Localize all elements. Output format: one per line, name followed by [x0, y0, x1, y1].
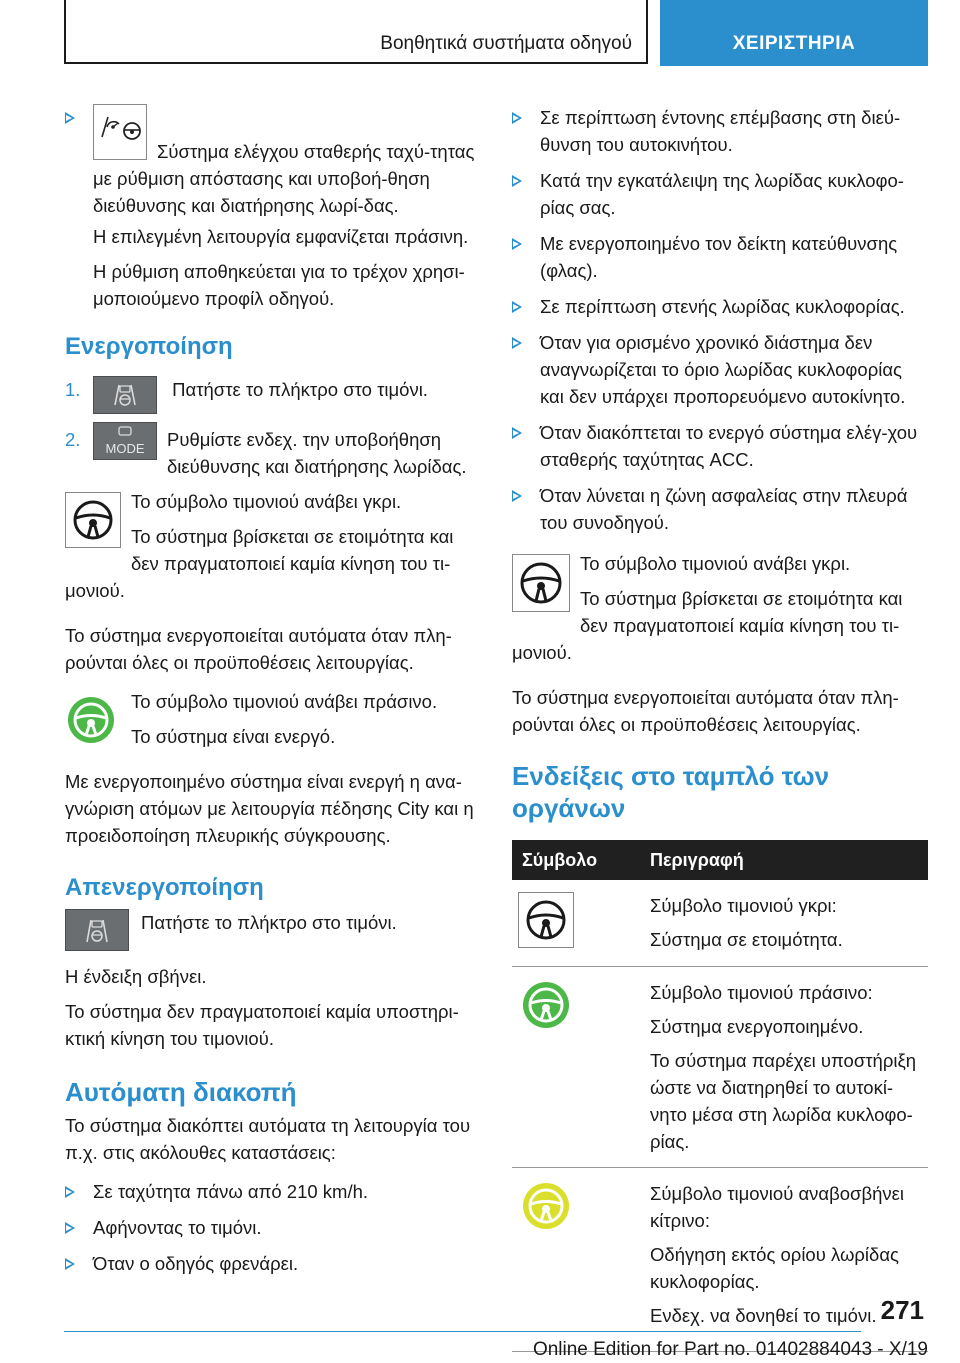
- mode-label: MODE: [105, 441, 145, 456]
- table-row: [512, 1168, 928, 1352]
- step-number: 1.: [65, 379, 81, 400]
- steering-wheel-grey-icon: [65, 492, 121, 548]
- page-number: 271: [880, 1295, 924, 1325]
- steering-wheel-button-icon: [65, 909, 129, 951]
- list-item-text: Όταν διακόπτεται το ενεργό σύστημα ελέγ-χου σταθερής ταχύτητας ACC.: [540, 422, 918, 470]
- paragraph: Το σύστημα ενεργοποιείται αυτόματα όταν πλη-ρούνται όλες οι προϋποθέσεις λειτουργίας.: [512, 687, 899, 735]
- paragraph: Το σύμβολο τιμονιού ανάβει γκρι.: [131, 491, 402, 512]
- list-item-text: Σε περίπτωση έντονης επέμβασης στη διεύ-θυνση του αυτοκινήτου.: [540, 107, 901, 155]
- list-item-text: Σε περίπτωση στενής λωρίδας κυκλοφορίας.: [540, 296, 905, 317]
- green-icon-note: [65, 688, 480, 750]
- list-item: [65, 104, 480, 219]
- deactivation-press: [65, 909, 480, 936]
- step-number: 2.: [65, 429, 81, 450]
- bullet-triangle-icon: [512, 112, 522, 124]
- steering-wheel-button-icon: [93, 376, 157, 414]
- section-heading-indicators: Ενδείξεις στο ταμπλό των οργάνων: [512, 761, 830, 823]
- bullet-triangle-icon: [512, 427, 522, 439]
- list-item: [65, 1250, 480, 1277]
- paragraph: Το σύμβολο τιμονιού ανάβει γκρι.: [580, 553, 851, 574]
- description-line: Σύμβολο τιμονιού γκρι:: [650, 895, 837, 916]
- bullet-triangle-icon: [65, 1186, 75, 1198]
- paragraph: Η ένδειξη σβήνει.: [65, 966, 207, 987]
- list-item-text: Κατά την εγκατάλειψη της λωρίδας κυκλοφο-ρίας σας.: [540, 170, 904, 218]
- section-heading-auto-off: Αυτόματη διακοπή: [65, 1077, 297, 1107]
- list-item: [512, 293, 928, 320]
- column-header-description: Περιγραφή: [640, 840, 928, 880]
- list-item-text: Όταν λύνεται η ζώνη ασφαλείας στην πλευρά του συνοδηγού.: [540, 485, 908, 533]
- description-cell: [640, 880, 928, 967]
- chapter-box: [64, 0, 648, 64]
- list-item: [65, 1214, 480, 1241]
- symbol-cell: [512, 880, 640, 967]
- table-header-row: [512, 840, 928, 880]
- mode-button-icon: [93, 422, 157, 460]
- list-item: [65, 1178, 480, 1205]
- steering-wheel-grey-icon: [512, 554, 570, 612]
- paragraph: Η επιλεγμένη λειτουργία εμφανίζεται πράσινη.: [93, 226, 469, 247]
- list-item: [512, 419, 928, 473]
- bullet-triangle-icon: [65, 1222, 75, 1234]
- list-item: [512, 104, 928, 158]
- symbol-cell: [512, 967, 640, 1168]
- list-item-text: Όταν για ορισμένο χρονικό διάστημα δεν αναγνωρίζεται το όριο λωρίδας κυκλοφορίας και δεν υπάρχει προπορευόμενο αυτοκίνητο.: [540, 332, 906, 407]
- numbered-step: [65, 426, 480, 480]
- steering-wheel-yellow-icon: [520, 1180, 572, 1232]
- bullet-triangle-icon: [512, 238, 522, 250]
- bullet-triangle-icon: [512, 301, 522, 313]
- press-text: Πατήστε το πλήκτρο στο τιμόνι.: [141, 912, 397, 933]
- table-row: [512, 967, 928, 1168]
- paragraph: Το σύστημα βρίσκεται σε ετοιμότητα και δεν πραγματοποιεί καμία κίνηση του τι-μονιού.: [65, 526, 454, 601]
- section-heading-deactivation: Απενεργοποίηση: [65, 874, 264, 901]
- description-line: Σύστημα σε ετοιμότητα.: [650, 929, 843, 950]
- paragraph: Το σύστημα διακόπτει αυτόματα τη λειτουργία του π.χ. στις ακόλουθες καταστάσεις:: [65, 1115, 471, 1163]
- section-heading-activation: Ενεργοποίηση: [65, 333, 233, 360]
- symbol-cell: [512, 1168, 640, 1352]
- description-line: Οδήγηση εκτός ορίου λωρίδας κυκλοφορίας.: [650, 1244, 899, 1292]
- acc-lane-assist-icon: [93, 104, 147, 160]
- grey-icon-note: [512, 550, 928, 666]
- bullet-triangle-icon: [512, 175, 522, 187]
- column-header-symbol: Σύμβολο: [512, 840, 640, 880]
- list-item: [512, 167, 928, 221]
- numbered-step: [65, 376, 480, 414]
- description-line: Σύμβολο τιμονιού πράσινο:: [650, 982, 873, 1003]
- section-tab[interactable]: [660, 0, 928, 66]
- table-row: [512, 880, 928, 967]
- section-tab-label: ΧΕΙΡΙΣΤΗΡΙΑ: [732, 33, 856, 54]
- list-item-text: Όταν ο οδηγός φρενάρει.: [93, 1253, 299, 1274]
- symbol-table: [512, 840, 928, 1352]
- bullet-triangle-icon: [512, 490, 522, 502]
- paragraph: Το σύμβολο τιμονιού ανάβει πράσινο.: [131, 691, 438, 712]
- description-line: Το σύστημα παρέχει υποστήριξη ώστε να διατηρηθεί το αυτοκί-νητο μέσα στη λωρίδα κυκλοφο-ρίας.: [650, 1050, 917, 1152]
- list-item: [512, 230, 928, 284]
- list-item: [512, 482, 928, 536]
- step-text: Ρυθμίστε ενδεχ. την υποβοήθηση διεύθυνσης και διατήρησης λωρίδας.: [167, 429, 467, 477]
- list-item-text: Με ενεργοποιημένο τον δείκτη κατεύθυνσης (φλας).: [540, 233, 898, 281]
- paragraph: Το σύστημα βρίσκεται σε ετοιμότητα και δεν πραγματοποιεί καμία κίνηση του τι-μονιού.: [512, 588, 903, 663]
- step-text: Πατήστε το πλήκτρο στο τιμόνι.: [172, 379, 428, 400]
- list-item: [512, 329, 928, 410]
- description-cell: [640, 967, 928, 1168]
- paragraph: Το σύστημα δεν πραγματοποιεί καμία υποστηρι-κτική κίνηση του τιμονιού.: [65, 1001, 459, 1049]
- grey-icon-note: [65, 488, 480, 604]
- steering-wheel-green-icon: [65, 694, 117, 746]
- paragraph: Το σύστημα ενεργοποιείται αυτόματα όταν πλη-ρούνται όλες οι προϋποθέσεις λειτουργίας.: [65, 625, 452, 673]
- bullet-triangle-icon: [65, 112, 75, 124]
- bullet-triangle-icon: [65, 1258, 75, 1270]
- description-line: Σύστημα ενεργοποιημένο.: [650, 1016, 864, 1037]
- footer-divider: [64, 1331, 861, 1332]
- description-line: Ενδεχ. να δονηθεί το τιμόνι.: [650, 1305, 877, 1326]
- indented-block: [65, 223, 480, 312]
- left-column: [65, 104, 480, 1286]
- intro-bullet-text: Σύστημα ελέγχου σταθερής ταχύ-τητας με ρύθμιση απόστασης και υποβοή-θηση διεύθυνσης και διατήρησης λωρί-δας.: [93, 141, 475, 216]
- paragraph: Η ρύθμιση αποθηκεύεται για το τρέχον χρησι-μοποιούμενο προφίλ οδηγού.: [93, 261, 465, 309]
- chapter-title: Βοηθητικά συστήματα οδηγού: [380, 33, 632, 54]
- paragraph: Το σύστημα είναι ενεργό.: [131, 726, 336, 747]
- steering-wheel-grey-icon: [518, 892, 574, 948]
- paragraph: Με ενεργοποιημένο σύστημα είναι ενεργή η ανα-γνώριση ατόμων με λειτουργία πέδησης City και η προειδοποίηση πλευρικής σύγκρουσης.: [65, 771, 474, 846]
- right-column: [512, 104, 928, 1352]
- page-header: [64, 0, 928, 66]
- list-item-text: Σε ταχύτητα πάνω από 210 km/h.: [93, 1181, 369, 1202]
- edition-text: Online Edition for Part no. 01402884043 - X/19: [532, 1339, 928, 1360]
- description-line: Σύμβολο τιμονιού αναβοσβήνει κίτρινο:: [650, 1183, 904, 1231]
- bullet-triangle-icon: [512, 337, 522, 349]
- steering-wheel-green-icon: [520, 979, 572, 1031]
- list-item-text: Αφήνοντας το τιμόνι.: [93, 1217, 262, 1238]
